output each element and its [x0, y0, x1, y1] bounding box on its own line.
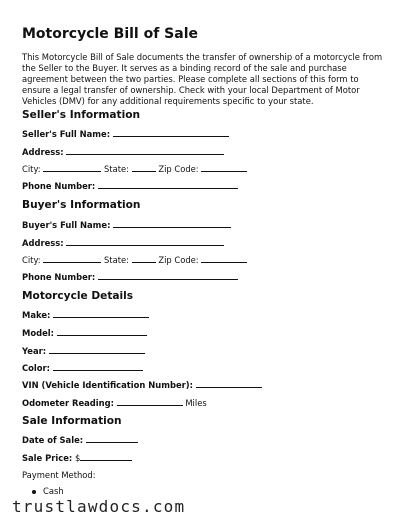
seller-state-label: State: — [103, 164, 129, 174]
sale-heading: Sale Information — [22, 415, 122, 427]
seller-phone-field[interactable] — [98, 180, 238, 189]
seller-zip-label: Zip Code: — [158, 164, 199, 174]
vin-label: VIN (Vehicle Identification Number): — [22, 380, 193, 390]
buyer-heading: Buyer's Information — [22, 199, 141, 211]
sale-date-row — [22, 434, 138, 445]
buyer-zip-field[interactable] — [201, 254, 247, 263]
seller-address-label: Address: — [22, 147, 64, 157]
buyer-city-label: City: — [22, 255, 41, 265]
payment-option-label: Cash — [43, 486, 64, 496]
color-label: Color: — [22, 363, 51, 373]
year-field[interactable] — [49, 345, 145, 354]
make-row — [22, 309, 149, 320]
year-row — [22, 345, 145, 356]
model-row — [22, 327, 147, 338]
buyer-phone-row — [22, 271, 238, 282]
buyer-address-row — [22, 237, 224, 248]
intro-paragraph: This Motorcycle Bill of Sale documents the transfer of ownership of a motorcycle from the Seller to the Buyer. It serves as a binding record of the sale and purchase agreement between the two parties. Please complete all sections of this form to ensure a legal transfer of ownership. Check with your local Department of Motor Vehicles (DMV) for any additional requirements specific to your state. — [22, 52, 383, 106]
odometer-unit: Miles — [185, 398, 207, 408]
sale-price-field[interactable] — [80, 452, 132, 461]
buyer-name-label: Buyer's Full Name: — [22, 220, 111, 230]
seller-city-row — [22, 163, 247, 174]
seller-heading: Seller's Information — [22, 109, 141, 121]
buyer-state-label: State: — [103, 255, 129, 265]
year-label: Year: — [22, 346, 47, 356]
payment-option-cash — [32, 486, 64, 496]
seller-address-field[interactable] — [66, 146, 224, 155]
document-title: Motorcycle Bill of Sale — [22, 26, 199, 42]
seller-state-field[interactable] — [132, 163, 156, 172]
sale-price-label: Sale Price: — [22, 453, 73, 463]
color-field[interactable] — [53, 362, 143, 371]
currency-symbol: $ — [74, 453, 81, 463]
model-label: Model: — [22, 328, 54, 338]
buyer-state-field[interactable] — [132, 254, 156, 263]
payment-method-label: Payment Method: — [22, 470, 96, 480]
odometer-label: Odometer Reading: — [22, 398, 114, 408]
buyer-address-label: Address: — [22, 238, 64, 248]
vin-field[interactable] — [196, 379, 262, 388]
model-field[interactable] — [57, 327, 147, 336]
make-field[interactable] — [53, 309, 149, 318]
seller-zip-field[interactable] — [201, 163, 247, 172]
vin-row — [22, 379, 262, 390]
seller-name-label: Seller's Full Name: — [22, 129, 111, 139]
color-row — [22, 362, 143, 373]
motorcycle-heading: Motorcycle Details — [22, 290, 134, 302]
buyer-name-field[interactable] — [113, 219, 231, 228]
seller-city-field[interactable] — [43, 163, 101, 172]
make-label: Make: — [22, 310, 51, 320]
seller-name-row — [22, 128, 229, 139]
odometer-row — [22, 397, 207, 408]
buyer-name-row — [22, 219, 231, 230]
seller-city-label: City: — [22, 164, 41, 174]
odometer-field[interactable] — [117, 397, 183, 406]
buyer-phone-field[interactable] — [98, 271, 238, 280]
seller-phone-row — [22, 180, 238, 191]
buyer-phone-label: Phone Number: — [22, 272, 96, 282]
seller-address-row — [22, 146, 224, 157]
sale-date-label: Date of Sale: — [22, 435, 84, 445]
buyer-address-field[interactable] — [66, 237, 224, 246]
buyer-city-row — [22, 254, 247, 265]
seller-phone-label: Phone Number: — [22, 181, 96, 191]
watermark: trustlawdocs.com — [12, 497, 186, 516]
buyer-zip-label: Zip Code: — [158, 255, 199, 265]
seller-name-field[interactable] — [113, 128, 229, 137]
sale-price-row — [22, 452, 132, 463]
bullet-icon — [32, 490, 36, 494]
buyer-city-field[interactable] — [43, 254, 101, 263]
sale-date-field[interactable] — [86, 434, 138, 443]
